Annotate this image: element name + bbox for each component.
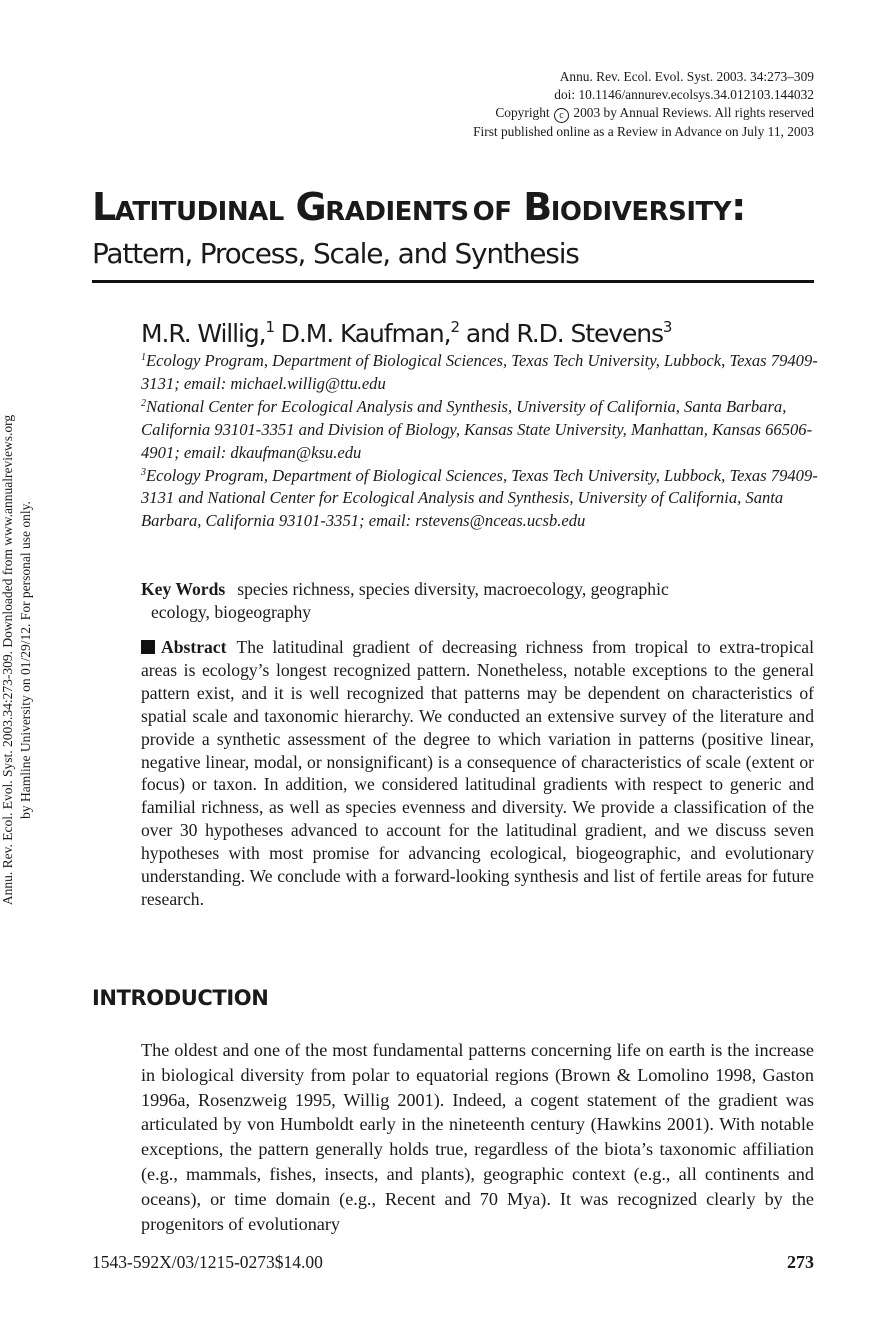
- section-heading-introduction: INTRODUCTION: [92, 986, 269, 1010]
- affiliation-2: $^2$National Center for Ecological Analysis and Synthesis, University of California, Santa Barbara, California 93101-3351 and Division of Biology, Kansas State University, Manhattan, Kansas 66506-4901; email: dkaufman@ksu.edu: [141, 396, 813, 462]
- journal-citation: Annu. Rev. Ecol. Evol. Syst. 2003. 34:273–309: [559, 69, 814, 84]
- affiliation-3: $^3$Ecology Program, Department of Biological Sciences, Texas Tech University, Lubbock, Texas 79409-3131 and National Center for Ecological Analysis and Synthesis, University of California, Santa Barbara, California 93101-3351; email: rstevens@nceas.ucsb.edu: [141, 465, 818, 531]
- key-words-line-2: ecology, biogeography: [151, 602, 312, 622]
- article-title: LATITUDINAL GRADIENTS OF BIODIVERSITY:: [92, 185, 745, 229]
- key-words-line-1: species richness, species diversity, macroecology, geographic: [237, 579, 669, 599]
- article-subtitle: Pattern, Process, Scale, and Synthesis: [92, 237, 579, 270]
- article-code: 1543-592X/03/1215-0273$14.00: [92, 1252, 323, 1272]
- first-published: First published online as a Review in Advance on July 11, 2003: [473, 124, 814, 139]
- copyright-icon: c: [554, 108, 569, 123]
- abstract: [141, 636, 814, 911]
- key-words-label: Key Words: [141, 579, 226, 599]
- page-number: 273: [787, 1252, 814, 1272]
- key-words: [141, 578, 814, 624]
- journal-header: [473, 68, 814, 141]
- watermark-line-1: Annu. Rev. Ecol. Evol. Syst. 2003.34:273-309. Downloaded from www.annualreviews.org: [0, 414, 15, 906]
- download-watermark: [0, 350, 35, 970]
- affiliation-1: $^1$Ecology Program, Department of Biological Sciences, Texas Tech University, Lubbock, Texas 79409-3131; email: michael.willig@ttu.edu: [141, 351, 818, 393]
- affiliations: [141, 350, 821, 533]
- copyright-line: Copyright c 2003 by Annual Reviews. All rights reserved: [495, 105, 814, 121]
- author-list: M.R. Willig,$^1$ D.M. Kaufman,$^2$ and R.D. Stevens$^3$: [141, 318, 672, 348]
- abstract-square-icon: [141, 640, 155, 654]
- doi: doi: 10.1146/annurev.ecolsys.34.012103.144032: [554, 87, 814, 102]
- title-divider: [92, 280, 814, 283]
- introduction-paragraph: The oldest and one of the most fundamental patterns concerning life on earth is the increase in biological diversity from polar to equatorial regions (Brown & Lomolino 1998, Gaston 1996a, Rosenzweig 1995, Willig 2001). Indeed, a cogent statement of the gradient was articulated by von Humboldt early in the nineteenth century (Hawkins 2001). With notable exceptions, the pattern generally holds true, regardless of the biota’s taxonomic affiliation (e.g., mammals, fishes, insects, and plants), geographic context (e.g., all continents and oceans), or time domain (e.g., Recent and 70 Mya). It was recognized clearly by the progenitors of evolutionary: [141, 1040, 814, 1234]
- abstract-text: The latitudinal gradient of decreasing richness from tropical to extra-tropical areas is ecology’s longest recognized pattern. Nonetheless, notable exceptions to the general pattern exist, and it is well recognized that patterns may be dependent on characteristics of spatial scale and taxonomic hierarchy. We conducted an extensive survey of the literature and provide a synthetic assessment of the degree to which variation in patterns (positive linear, negative linear, modal, or nonsignificant) is a consequence of characteristics of scale (extent or focus) or taxon. In addition, we considered latitudinal gradients with respect to generic and familial richness, as well as species evenness and diversity. We provide a classification of the over 30 hypotheses advanced to account for the latitudinal gradient, and we discuss seven hypotheses with most promise for advancing ecological, biogeographic, and evolutionary understanding. We conclude with a forward-looking synthesis and list of fertile areas for future research.: [141, 637, 814, 909]
- abstract-label: Abstract: [161, 637, 227, 657]
- watermark-line-2: by Hamline University on 01/29/12. For personal use only.: [18, 501, 33, 819]
